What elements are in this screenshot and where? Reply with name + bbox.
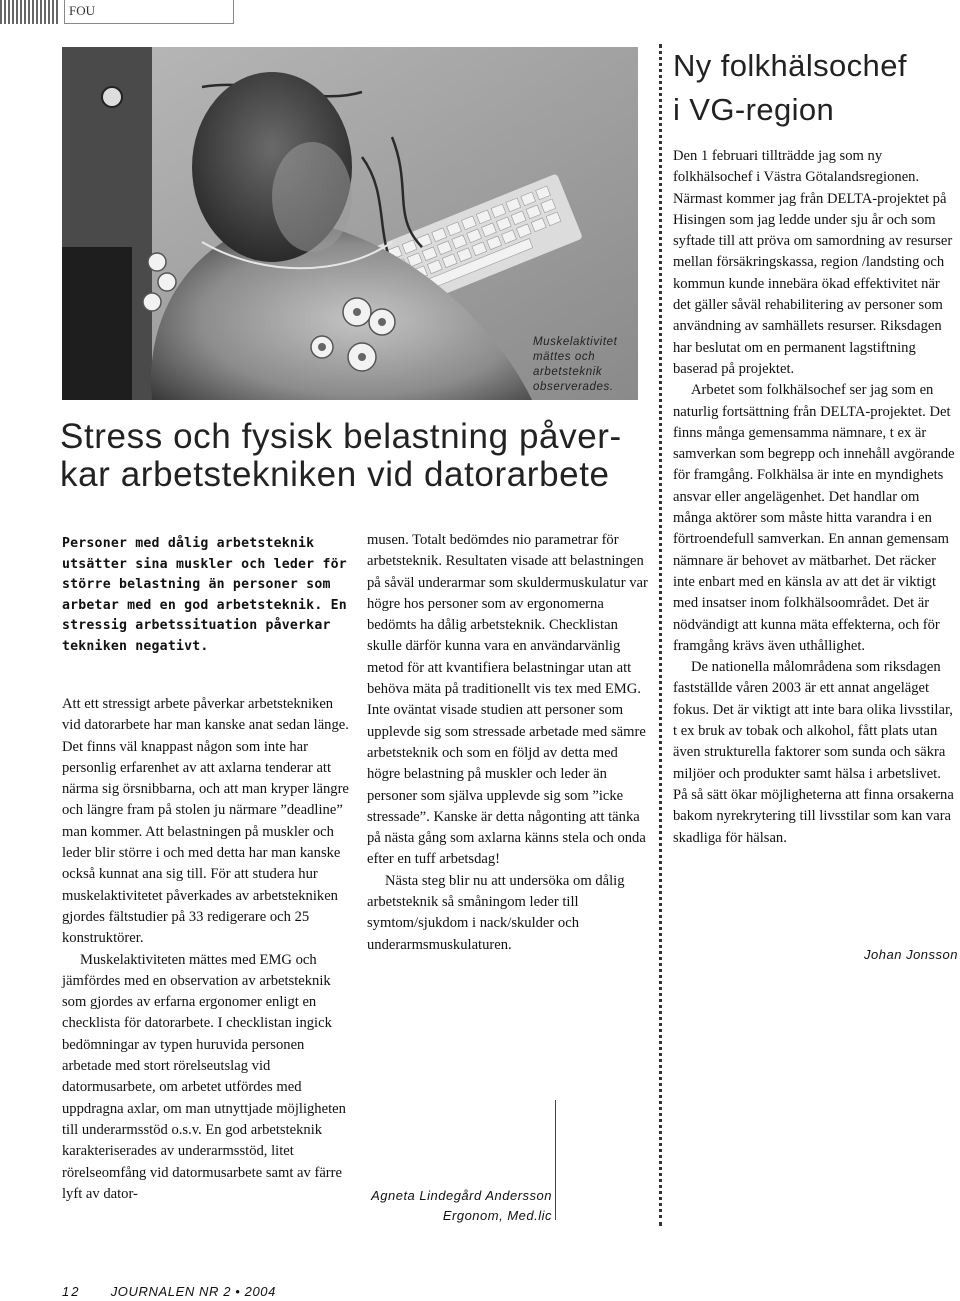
article-paragraph: musen. Totalt bedömdes nio parametrar för arbetsteknik. Resultaten visade att belastningen på såväl underarmar som skuldermuskulatur var högre hos personer som av ergonomerna bedömts ha dålig arbetsteknik. Checklistan skulle därför kunna vara en användarvänlig metod för att kvantifiera belastningar utan att behöva mäta på traditionellt vis tex med EMG. Inte oväntat visade studien att personer som upplevde sig som stressade arbetade med sämre arbetsteknik och som en följd av detta med högre belastning på muskler och leder än personer som själva upplevde sig som ”icke stressade”. Kanske är detta någonting att tänka på nästa gång som axlarna känns stela och onda efter en tuff arbetsdag! xyxy=(367,532,648,868)
page-footer xyxy=(62,1283,462,1301)
publication-name: JOURNALEN NR 2 • 2004 xyxy=(110,1284,276,1299)
article-lead: Personer med dålig arbetsteknik utsätter sina muskler och leder för större belastning än personer som arbetar med en god arbetsteknik. En stressig arbetssituation påverkar tekniken negativt. xyxy=(62,536,347,654)
sidebar-title-line-1: Ny folkhälsochef xyxy=(673,48,907,83)
header-stripes xyxy=(0,0,62,24)
sidebar-title-line-2: i VG-region xyxy=(673,92,835,127)
author-name: Agneta Lindegård Andersson xyxy=(371,1188,552,1203)
article-title-line-1: Stress och fysisk belastning påver- xyxy=(60,417,622,456)
article-paragraph: Muskelaktiviteten mättes med EMG och jämfördes med en observation av arbetsteknik som gjordes av erfarna ergonomer enligt en checklista för datorarbete. I checklistan ingick bedömningar av typen huruvida personen arbetade med stort rörelseutslag vid datormusarbete, om arbetet utfördes med uppdragna axlar, om man utnyttjade möjligheten till underarmsstöd o.s.v. En god arbetsteknik karakteriserades av underarmsstöd, litet rörelseomfång vid datormusarbete samt av färre lyft av dator- xyxy=(62,951,346,1202)
page-number: 12 xyxy=(62,1284,81,1299)
column-rule xyxy=(555,1100,556,1220)
article-column-1 xyxy=(62,694,354,1205)
article-title xyxy=(60,418,650,494)
sidebar-paragraph: Den 1 februari tillträdde jag som ny folkhälsochef i Västra Götalandsregionen. Närmast kommer jag från DELTA-projektet på Hisingen som jag ledde under sju år och som syftade till att pröva om samordning av resurser mellan försäkringskassa, region /landsting och kommun kunde innebära ökad effektivitet när det gäller såväl rehabilitering av personer som användning av samhällets resurser. Riksdagen har beslutat om en permanent lagstiftning baserad på projektet. xyxy=(673,148,953,377)
photo-caption: Muskelaktivitet mättes och arbetsteknik observerades. xyxy=(533,336,618,393)
article-paragraph: Nästa steg blir nu att undersöka om dålig arbetsteknik så småningom leder till symtom/sjukdom i nack/skulder och underarmsmuskulaturen. xyxy=(367,872,625,953)
section-label: FOU xyxy=(64,0,234,24)
dotted-divider xyxy=(659,44,662,1226)
sidebar-byline: Johan Jonsson xyxy=(864,947,958,962)
article-byline xyxy=(352,1186,552,1226)
article-title-line-2: kar arbetstekniken vid datorarbete xyxy=(60,455,610,494)
article-paragraph: Att ett stressigt arbete påverkar arbetstekniken vid datorarbete har man kanske anat sedan länge. Det finns väl knappast någon som inte har personlig erfarenhet av att axlarna tenderar att närma sig örsnibbarna, och att man kryper längre och längre fram på stolen ju närmare ”deadline” man kommer. Att belastningen på muskler och leder blir större i och med detta har man kanske också kunnat ana sig till. För att studera hur muskelaktivitetet påverkades av arbetstekniken gjordes fältstudier på 33 redigerare och 25 konstruktörer. xyxy=(62,696,349,947)
article-column-2 xyxy=(367,530,652,956)
author-title: Ergonom, Med.lic xyxy=(442,1208,552,1223)
sidebar-paragraph: De nationella målområdena som riksdagen fastställde våren 2003 är ett annat angeläget fokus. Det är viktigt att inte bara olika livsstilar, t ex bruk av tobak och alkohol, fått plats utan även strukturella faktorer som sunda och säkra miljöer och produkter samt hälsa i arbetslivet. På så sätt ökar möjligheterna att finna orsakerna bakom nyrekrytering till livsstilar som kan vara skadliga för hälsan. xyxy=(673,659,954,846)
sidebar-paragraph: Arbetet som folkhälsochef ser jag som en naturlig fortsättning från DELTA-projektet. Det finns många gemensamma nämnare, t ex är samverkan som begrepp och innehåll avgörande för framgång. Folkhälsa är inte en myndighets ansvar eller angelägenhet. Det handlar om många aktörer som måste hitta varandra i en förtroendefull samverkan. En annan gemensam nämnare är behovet av mätbarhet. Det räcker inte enbart med en känsla av att det är viktigt med insatser inom folkhälsoområdet. Det är nödvändigt att kunna mäta effekterna, och för framgång krävs även uthållighet. xyxy=(673,382,955,654)
sidebar-column xyxy=(673,146,958,849)
sidebar-title xyxy=(673,44,958,132)
